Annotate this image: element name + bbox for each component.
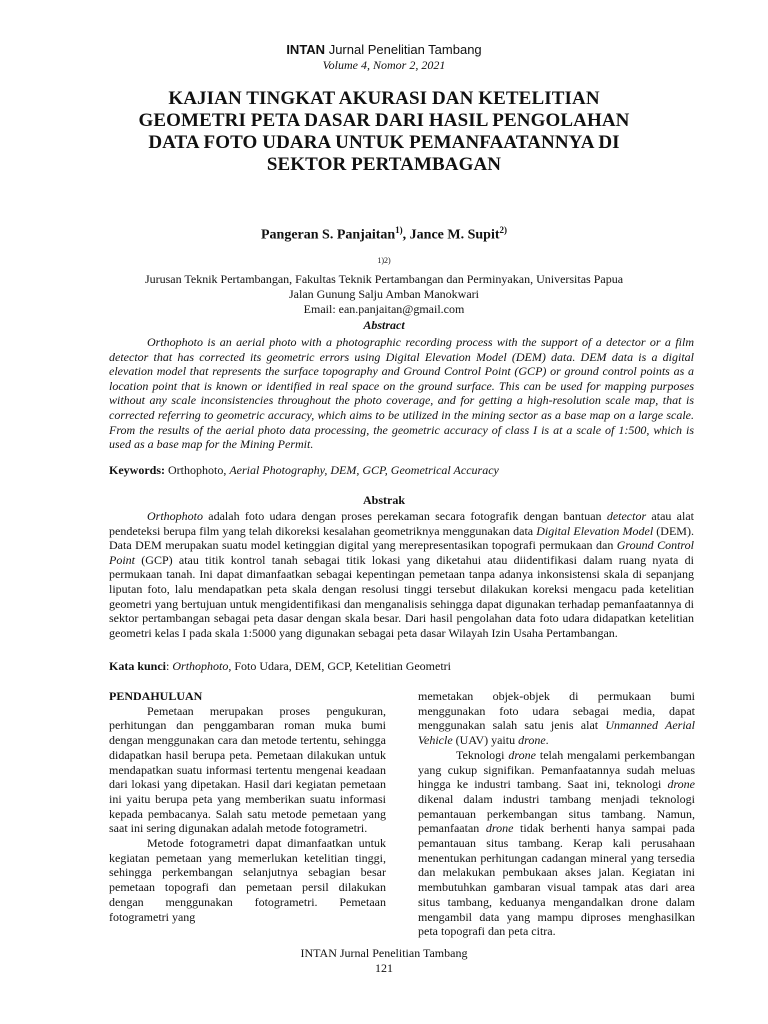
text-span: . <box>545 733 549 748</box>
kata-kunci-first: Orthophoto <box>172 659 229 673</box>
journal-name: Jurnal Penelitian Tambang <box>325 42 482 57</box>
journal-volume: Volume 4, Nomor 2, 2021 <box>322 58 446 72</box>
abstrak-span: (DEM). Data DEM merupakan suatu model ketinggian digital yang merepresentasikan topografi permukaan dan <box>109 523 694 553</box>
text-span: memetakan objek-objek di permukaan bumi menggunakan foto udara sebagai media, dapat menggunakan salah satu jenis alat <box>418 689 695 733</box>
italic-term: Unmanned Aerial Vehicle <box>418 718 695 748</box>
abstrak-text <box>109 509 694 640</box>
text-span: tidak berhenti hanya sampai pada pemantauan situs tambang. Kerap kali perusahaan menentukan perhitungan cadangan mineral yang tersedia dan melakukan pembukaan akses jalan. Kegiatan ini membutuhkan gambaran visual tampak atas dari area situs tambang, keduanya mengandalkan drone dalam mengambil data yang mampu diproses menghasilkan peta topografi dan peta citra. <box>418 821 696 939</box>
abstrak-span: atau alat pendeteksi berupa film yang telah dikoreksi kesalahan geometriknya menggunakan data <box>109 509 694 538</box>
affiliation-address: Jalan Gunung Salju Amban Manokwari <box>289 287 479 301</box>
affiliation-mark: 1)2) <box>377 256 391 265</box>
body-paragraph: Metode fotogrametri dapat dimanfaatkan untuk kegiatan pemetaan yang memerlukan ketelitian tinggi, sehingga perkembangan selanjutnya sebagian besar pemetaan topografi dan pemetaan persil dilakukan dengan menggunakan fotogrametri. Pemetaan fotogrametri yang <box>109 836 386 924</box>
abstrak-span: (GCP) atau titik kontrol tanah sebagai titik lokasi yang diketahui atau diidentifikasi dalam ruang nyata di permukaan tanah. Ini dapat dimanfaatkan sebagai kepentingan pemetaan tanpa adanya inkonsistensi skala di sepanjang liputan foto, lalu mendapatkan peta skala dengan resolusi tinggi tersebut dilakukan koreksi mengacu pada ketelitian geometri yang bertujuan untuk mengidentifikasi dan menganalisis sehingga dapat digunakan terhadap pemanfaatannya di sektor pertambangan sebagai peta dasar dengan skala besar. Dari hasil pengolahan data foto udara didapatkan ketelitian geometri kelas I pada skala 1:5000 yang digunakan sebagai peta dasar Wilayah Izin Usaha Pertambangan. <box>109 552 694 640</box>
journal-brand: INTAN <box>286 42 326 57</box>
section-heading: PENDAHULUAN <box>109 689 203 703</box>
keywords <box>109 463 694 478</box>
left-column <box>109 689 386 924</box>
italic-term: drone <box>667 777 695 792</box>
abstract-heading: Abstract <box>363 318 405 332</box>
kata-kunci-rest: , Foto Udara, DEM, GCP, Ketelitian Geometri <box>228 659 452 673</box>
italic-term: drone <box>508 747 536 762</box>
affiliation-email: Email: ean.panjaitan@gmail.com <box>303 302 465 316</box>
text-span: dikenal dalam industri tambang menjadi teknologi pemantauan perkembangan situs tambang. Namun, pemanfaatan <box>418 791 695 836</box>
journal-header <box>0 42 768 73</box>
abstrak-term: Digital Elevation Model <box>536 523 654 538</box>
text-span: (UAV) yaitu <box>452 733 519 748</box>
kata-kunci-colon: : <box>166 659 173 673</box>
author-name: Pangeran S. Panjaitan <box>260 227 396 243</box>
abstract-text: Orthophoto is an aerial photo with a photographic recording process with the support of a detector or a film detector that has corrected its geometric errors using Digital Elevation Model (DEM) data. DEM data is a digital elevation model that represents the surface topography and Ground Control Point (GCP) or ground control points as a location point that is known or identified in real space on the ground surface. This can be used for mapping purposes without any scale inconsistencies throughout the photo coverage, and for getting a high-resolution scale map, that is corrected referring to geometric accuracy, which aims to be utilized in the mining sector as a base map on a large scale. From the results of the aerial photo data processing, the geometric accuracy of class I is at a scale of 1:500, which is used as a base map for the Mining Permit. <box>109 335 694 452</box>
author-affil-mark: 2) <box>499 225 508 235</box>
text-span: telah mengalami perkembangan yang cukup signifikan. Pemanfaatannya sudah meluas hingga ke industri tambang. Saat ini, teknologi <box>418 747 695 792</box>
author-list <box>0 221 768 245</box>
body-paragraph <box>418 748 695 939</box>
title-line: KAJIAN TINGKAT AKURASI DAN KETELITIAN <box>168 88 600 109</box>
author-affil-mark: 1) <box>395 225 403 235</box>
affiliation-line <box>100 253 668 287</box>
affiliation <box>100 253 668 317</box>
footer-journal: INTAN Jurnal Penelitian Tambang <box>300 946 468 960</box>
kata-kunci <box>109 659 694 674</box>
page-footer <box>0 946 768 976</box>
affiliation-text: Jurusan Teknik Pertambangan, Fakultas Teknik Pertambangan dan Perminyakan, Universitas Papua <box>144 272 624 286</box>
body-paragraph: Pemetaan merupakan proses pengukuran, perhitungan dan penggambaran roman muka bumi dengan menggunakan cara dan metode tertentu, sehingga didapatkan hasil berupa peta. Pemetaan dilakukan untuk mendapatkan suatu informasi tertentu mengenai keadaan dari lokasi yang dipetakan. Hasil dari kegiatan pemetaan ini yaitu berupa peta yang memberikan suatu informasi kepada pembacanya. Salah satu metode pemetaan yang saat ini sering digunakan adalah metode fotogrametri. <box>109 703 386 836</box>
abstrak-term: detector <box>606 509 647 523</box>
right-column <box>418 689 695 939</box>
abstrak-term: Orthophoto <box>147 509 204 523</box>
paper-title <box>100 88 668 176</box>
keywords-rest: Aerial Photography, DEM, GCP, Geometrical Accuracy <box>229 463 499 477</box>
author-name: Jance M. Supit <box>409 227 500 243</box>
italic-term: drone <box>485 821 514 836</box>
kata-kunci-label: Kata kunci <box>109 659 167 673</box>
keywords-label: Keywords: <box>109 463 165 477</box>
author-separator: , <box>402 227 410 243</box>
page-number: 121 <box>375 961 393 975</box>
body-paragraph <box>418 689 695 748</box>
journal-brand-line <box>0 42 768 58</box>
keywords-first: Orthophoto, <box>165 463 230 477</box>
abstrak-heading: Abstrak <box>362 493 405 507</box>
title-line: DATA FOTO UDARA UNTUK PEMANFAATANNYA DI <box>148 132 620 153</box>
italic-term: drone <box>518 733 546 748</box>
title-line: SEKTOR PERTAMBAGAN <box>266 154 502 175</box>
text-span: Teknologi <box>456 747 509 762</box>
title-line: GEOMETRI PETA DASAR DARI HASIL PENGOLAHAN <box>138 110 630 131</box>
abstrak-term: Ground Control Point <box>109 538 694 567</box>
abstrak-span: adalah foto udara dengan proses perekaman secara fotografik dengan bantuan <box>203 509 607 523</box>
